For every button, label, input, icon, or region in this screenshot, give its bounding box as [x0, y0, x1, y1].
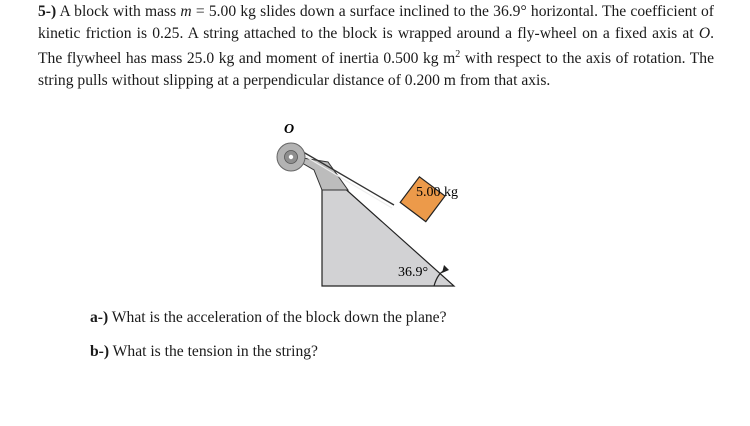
problem-number: 5-): [38, 3, 57, 20]
angle-label: 36.9°: [398, 265, 429, 280]
question-a-label: a-): [90, 309, 109, 326]
variable-m: m: [180, 3, 192, 20]
flywheel-axle: [289, 155, 293, 159]
problem-statement: [38, 1, 714, 92]
question-a-text: What is the acceleration of the block down the plane?: [108, 309, 447, 326]
question-b-text: What is the tension in the string?: [109, 343, 318, 360]
angle-arrowhead: [442, 265, 449, 273]
problem-text-2: = 5.00 kg slides down a surface inclined to the 36.9° horizontal. The coefficient of kinetic friction is 0.25. A string attached to the block is wrapped around a fly-wheel on a fixed axis at: [38, 3, 714, 42]
question-a: [90, 309, 447, 327]
variable-o: O: [698, 24, 711, 42]
problem-text-3: . The flywheel has mass 25.0 kg and moment of inertia 0.500 kg m: [38, 24, 714, 68]
problem-text-1: A block with mass: [56, 3, 181, 20]
superscript-2: 2: [455, 49, 461, 61]
question-b: [90, 343, 318, 361]
problem-text-4: with respect to the axis of rotation. The string pulls without slipping at a perpendicular distance of 0.200 m from that axis.: [38, 50, 715, 89]
question-b-label: b-): [90, 343, 110, 360]
incline-figure: [268, 118, 478, 290]
axis-label-o: O: [283, 122, 295, 137]
mass-label: 5.00 kg: [416, 185, 458, 200]
